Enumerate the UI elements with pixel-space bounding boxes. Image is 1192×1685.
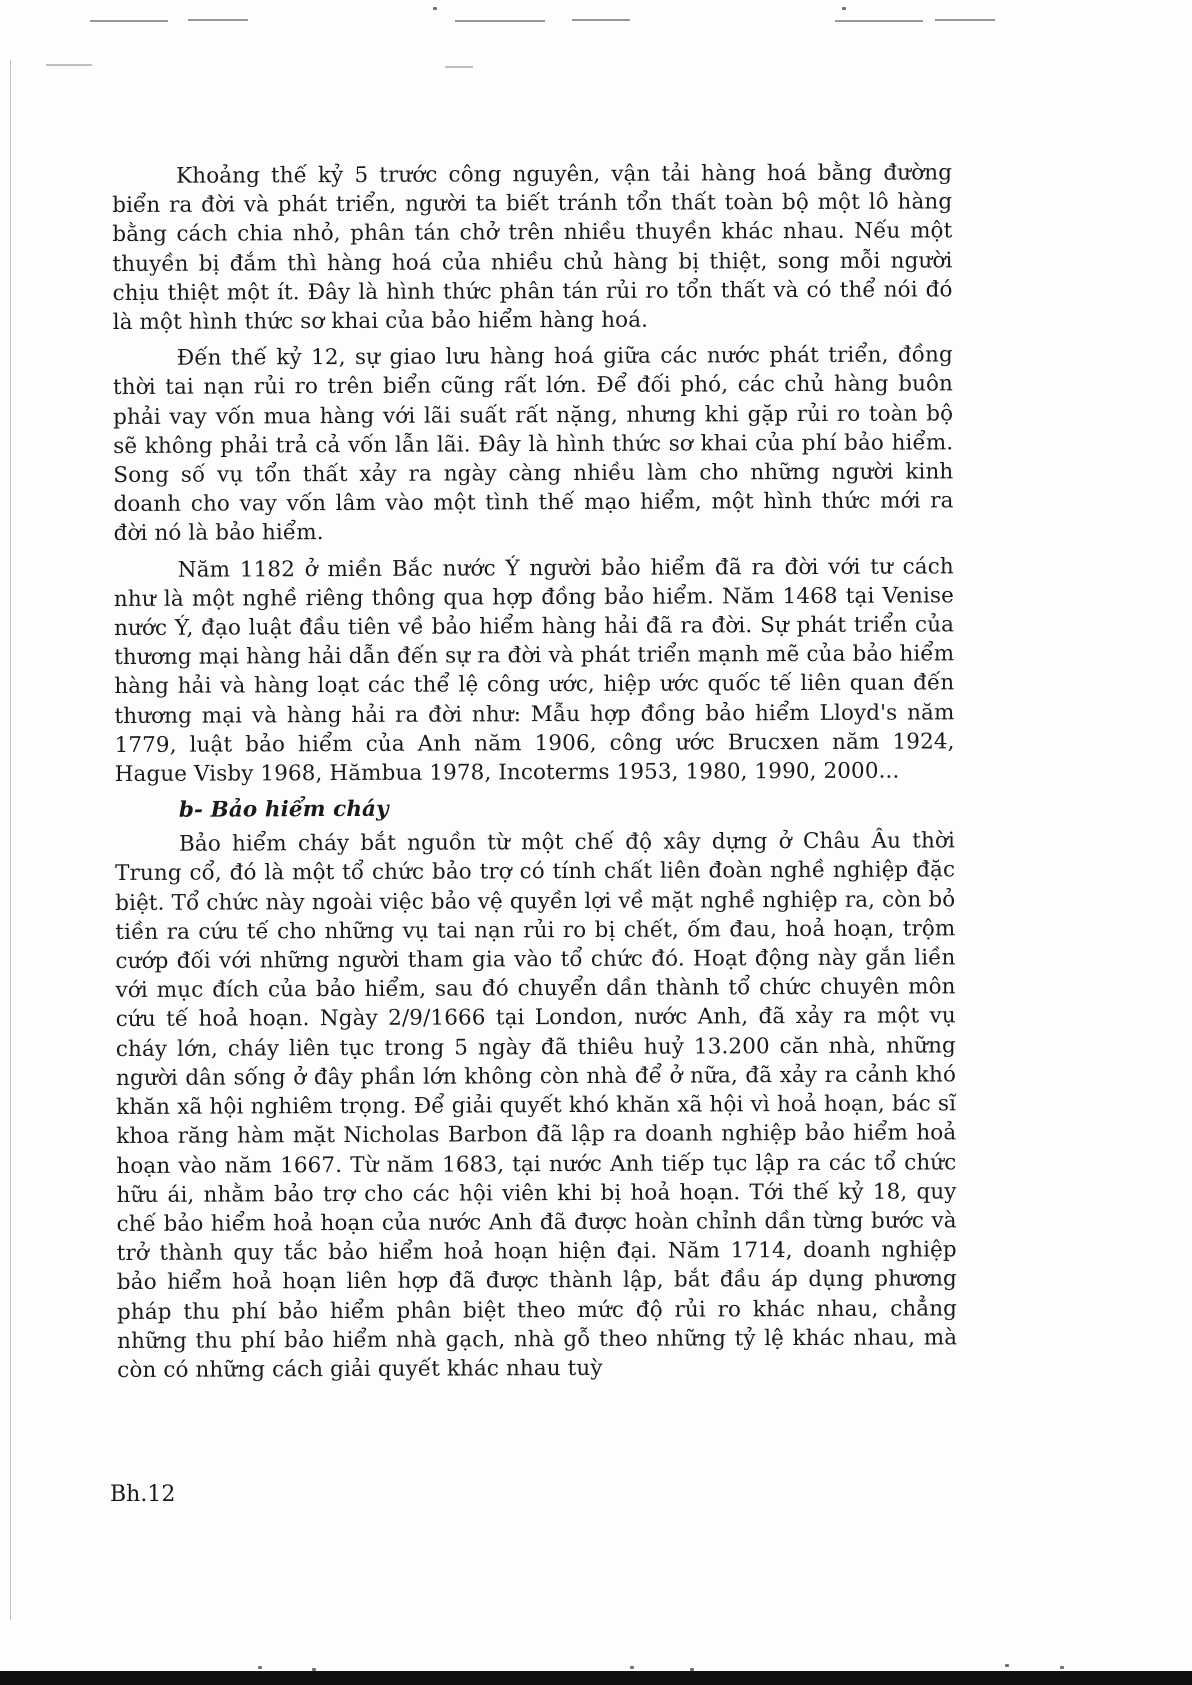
- scan-artifact: [46, 64, 92, 66]
- section-heading: b- Bảo hiểm cháy: [178, 797, 389, 823]
- paragraph-twelfth-century: Đến thế kỷ 12, sự giao lưu hàng hoá giữa các nước phát triển, đồng thời tai nạn rủi ro trên biển cũng rất lớn. Để đối phó, các chủ hàng buôn phải vay vốn mua hàng với lãi suất rất nặng, nhưng khi gặp rủi ro toàn bộ sẽ không phải trả cả vốn lẫn lãi. Đây là hình thức sơ khai của phí bảo hiểm. Song số vụ tổn thất xảy ra ngày càng nhiều làm cho những người kinh doanh cho vay vốn lâm vào một tình thế mạo hiểm, một hình thức mới ra đời nó là bảo hiểm.: [112, 342, 954, 547]
- scan-artifact: [455, 20, 545, 22]
- paragraph-fire-insurance: Bảo hiểm cháy bắt nguồn từ một chế độ xây dựng ở Châu Âu thời Trung cổ, đó là một tổ chức bảo trợ có tính chất liên đoàn nghề nghiệp đặc biệt. Tổ chức này ngoài việc bảo vệ quyền lợi về mặt nghề nghiệp ra, còn bỏ tiền ra cứu tế cho những vụ tai nạn rủi ro bị chết, ốm đau, hoả hoạn, trộm cướp đối với những người tham gia vào tổ chức đó. Hoạt động này gắn liền với mục đích của bảo hiểm, sau đó chuyển dần thành tổ chức chuyên môn cứu tế hoả hoạn. Ngày 2/9/1666 tại London, nước Anh, đã xảy ra một vụ cháy lớn, cháy liên tục trong 5 ngày đã thiêu huỷ 13.200 căn nhà, những người dân sống ở đây phần lớn không còn nhà để ở nữa, đã xảy ra cảnh khó khăn xã hội nghiêm trọng. Để giải quyết khó khăn xã hội vì hoả hoạn, bác sĩ khoa răng hàm mặt Nicholas Barbon đã lập ra doanh nghiệp bảo hiểm hoả hoạn vào năm 1667. Từ năm 1683, tại nước Anh tiếp tục lập ra các tổ chức hữu ái, nhằm bảo trợ cho các hội viên khi bị hoả hoạn. Tới thế kỷ 18, quy chế bảo hiểm hoả hoạn của nước Anh đã được hoàn chỉnh dần từng bước và trở thành quy tắc bảo hiểm hoả hoạn hiện đại. Năm 1714, doanh nghiệp bảo hiểm hoả hoạn liên hợp đã được thành lập, bắt đầu áp dụng phương pháp thu phí bảo hiểm phân biệt theo mức độ rủi ro khác nhau, chẳng những thu phí bảo hiểm nhà gạch, nhà gỗ theo những tỷ lệ khác nhau, mà còn có những cách giải quyết khác nhau tuỳ: [115, 828, 958, 1383]
- body-text: [112, 158, 957, 1392]
- scan-artifact: [188, 19, 248, 21]
- scan-artifact: [445, 66, 473, 68]
- paragraph-maritime-origins: Khoảng thế kỷ 5 trước công nguyên, vận tải hàng hoá bằng đường biển ra đời và phát triển, người ta biết tránh tổn thất toàn bộ một lô hàng bằng cách chia nhỏ, phân tán chở trên nhiều thuyền khác nhau. Nếu một thuyền bị đắm thì hàng hoá của nhiều chủ hàng bị thiệt, song mỗi người chịu thiệt một ít. Đây là hình thức phân tán rủi ro tổn thất và có thể nói đó là một hình thức sơ khai của bảo hiểm hàng hoá.: [112, 160, 953, 336]
- scan-artifact: [1005, 1664, 1009, 1667]
- scan-artifact: [572, 19, 630, 21]
- page-edge-line: [10, 60, 11, 1620]
- scan-artifact: [630, 1666, 634, 1669]
- scan-artifact: [1060, 1666, 1064, 1669]
- paragraph-italy-history: Năm 1182 ở miền Bắc nước Ý người bảo hiểm đã ra đời với tư cách như là một nghề riêng thông qua hợp đồng bảo hiểm. Năm 1468 tại Venise nước Ý, đạo luật đầu tiên về bảo hiểm hàng hải đã ra đời. Sự phát triển của thương mại hàng hải dẫn đến sự ra đời và phát triển mạnh mẽ của bảo hiểm hàng hải và hàng loạt các thể lệ công ước, hiệp ước quốc tế liên quan đến thương mại và hàng hải ra đời như: Mẫu hợp đồng bảo hiểm Lloyd's năm 1779, luật bảo hiểm của Anh năm 1906, công ước Brucxen năm 1924, Hague Visby 1968, Hămbua 1978, Incoterms 1953, 1980, 1990, 2000...: [113, 553, 955, 788]
- scan-artifact: [258, 1666, 262, 1669]
- page-label: Bh.12: [110, 1482, 176, 1507]
- scan-artifact: [90, 20, 168, 22]
- scan-artifact: [433, 7, 437, 10]
- scan-artifact: [835, 20, 923, 22]
- scan-artifact: [935, 19, 995, 21]
- scan-bottom-band: [0, 1671, 1192, 1685]
- scan-artifact: [842, 7, 846, 10]
